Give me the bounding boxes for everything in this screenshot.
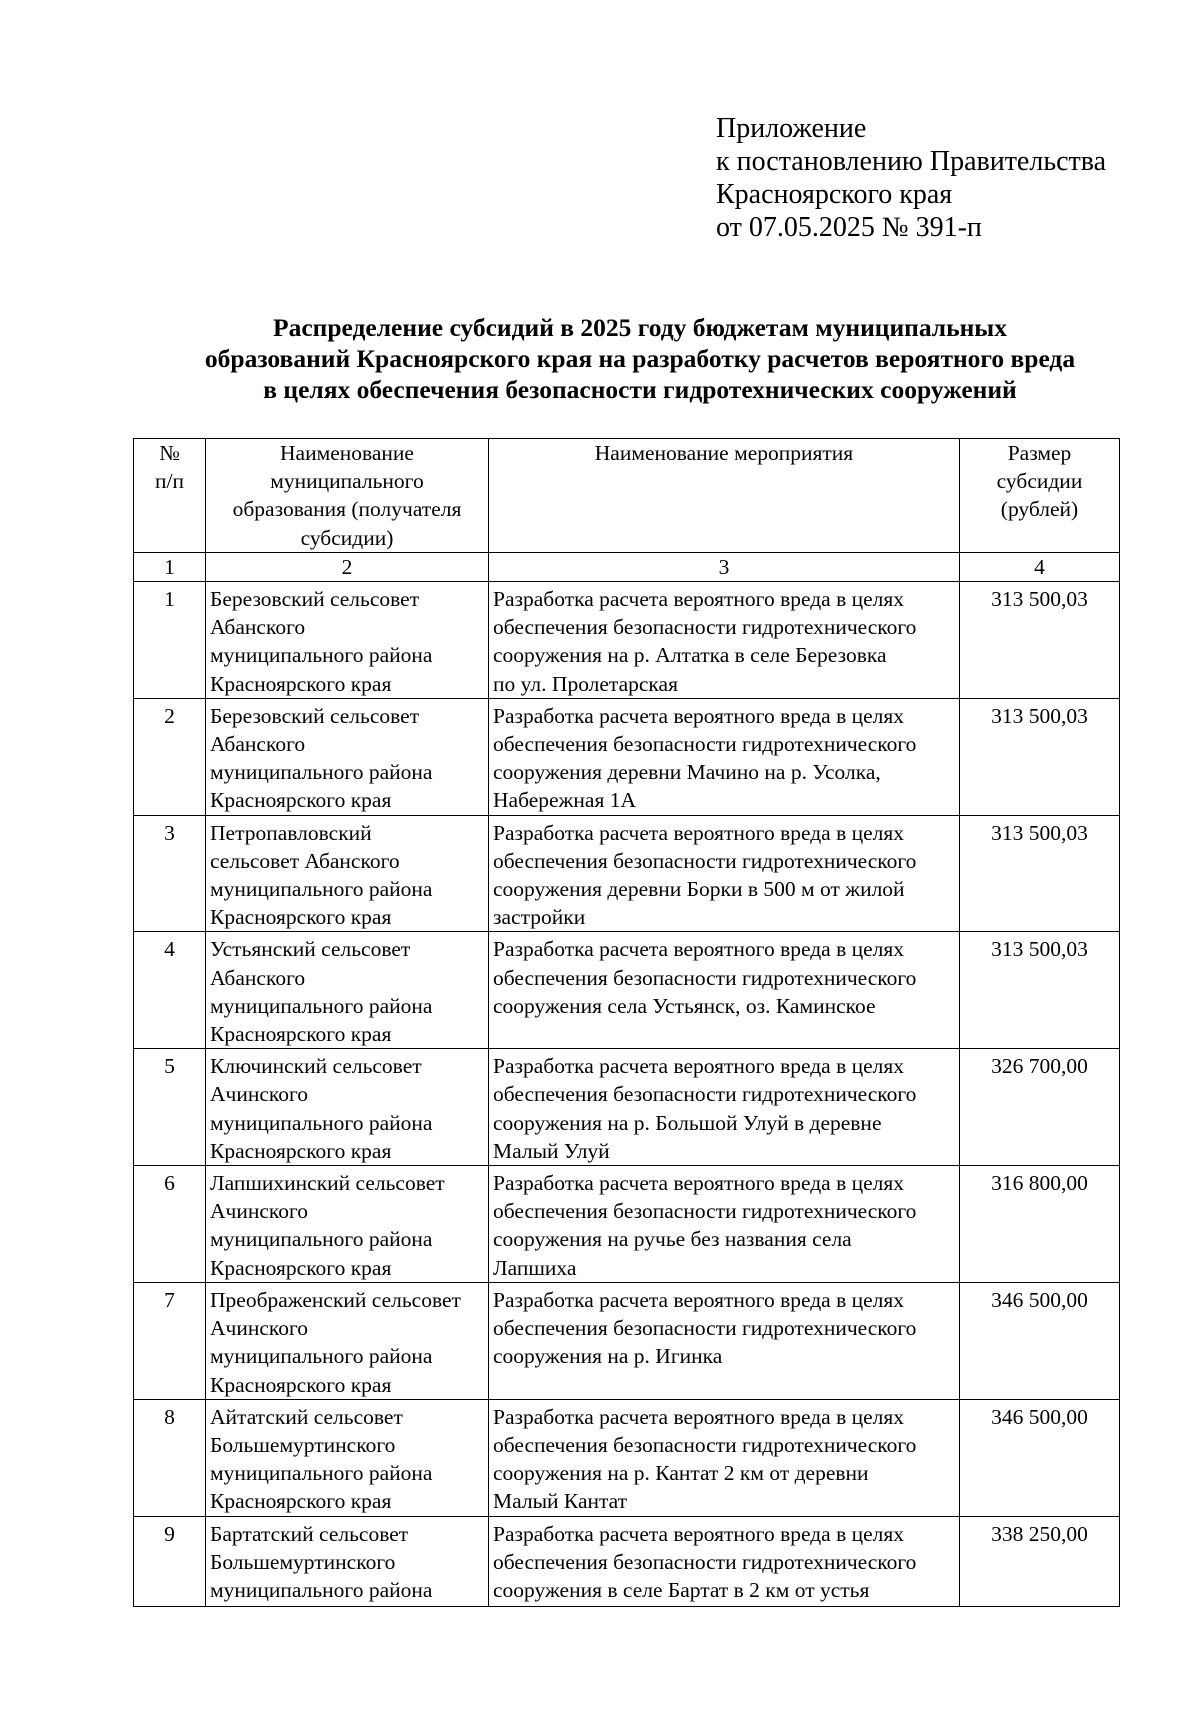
title-line-3: в целях обеспечения безопасности гидротехнических сооружений — [263, 375, 1017, 404]
organization-line: Ачинского — [210, 1316, 309, 1341]
row-amount: 346 500,00 — [960, 1399, 1120, 1516]
row-event — [489, 1049, 960, 1166]
column-number: 2 — [206, 552, 489, 581]
organization-line: Большемуртинского — [210, 1549, 396, 1574]
row-number: 7 — [134, 1282, 206, 1399]
organization-line: Березовский сельсовет — [210, 587, 420, 612]
event-line: Лапшиха — [493, 1255, 577, 1280]
organization-line: Ключинский сельсовет — [210, 1054, 422, 1079]
organization-line: муниципального района — [210, 1344, 433, 1369]
organization-line: Абанского — [210, 615, 306, 640]
table-row — [134, 698, 1120, 815]
header-amount — [960, 439, 1120, 553]
column-number-row — [134, 552, 1120, 581]
table-row — [134, 1282, 1120, 1399]
row-amount: 313 500,03 — [960, 582, 1120, 699]
appendix-line-1: Приложение — [716, 113, 867, 144]
organization-line: Ачинского — [210, 1082, 309, 1107]
row-organization — [206, 1166, 489, 1283]
event-line: обеспечения безопасности гидротехнического — [493, 732, 917, 757]
event-line: Набережная 1А — [493, 788, 637, 813]
organization-line: Красноярского края — [210, 1022, 392, 1047]
header-organization-line: Наименование — [280, 441, 414, 465]
event-line: Разработка расчета вероятного вреда в целях — [493, 1054, 905, 1079]
header-number-line: № — [159, 441, 180, 465]
row-event — [489, 582, 960, 699]
organization-line: Березовский сельсовет — [210, 703, 420, 728]
header-event-line: Наименование мероприятия — [594, 441, 854, 465]
event-line: сооружения на р. Игинка — [493, 1344, 723, 1369]
organization-line: муниципального района — [210, 1110, 433, 1135]
event-line: Разработка расчета вероятного вреда в целях — [493, 587, 905, 612]
organization-line: сельсовет Абанского — [210, 848, 400, 873]
row-event — [489, 1399, 960, 1516]
organization-line: Красноярского края — [210, 671, 392, 696]
row-event — [489, 698, 960, 815]
event-line: Разработка расчета вероятного вреда в целях — [493, 820, 905, 845]
row-organization — [206, 1516, 489, 1606]
event-line: обеспечения безопасности гидротехнического — [493, 1316, 917, 1341]
row-organization — [206, 1282, 489, 1399]
organization-line: Лапшихинский сельсовет — [210, 1171, 445, 1196]
event-line: сооружения на р. Большой Улуй в деревне — [493, 1110, 882, 1135]
row-event — [489, 1282, 960, 1399]
row-event — [489, 932, 960, 1049]
event-line: обеспечения безопасности гидротехнического — [493, 848, 917, 873]
table-row — [134, 1049, 1120, 1166]
header-amount-line: Размер — [1007, 441, 1072, 465]
event-line: Разработка расчета вероятного вреда в целях — [493, 1404, 905, 1429]
subsidy-table — [133, 438, 1120, 1607]
title-line-1: Распределение субсидий в 2025 году бюджетам муниципальных — [273, 313, 1007, 342]
appendix-line-3: Красноярского края — [716, 179, 953, 210]
row-number: 5 — [134, 1049, 206, 1166]
organization-line: Красноярского края — [210, 788, 392, 813]
title-line-2: образований Красноярского края на разработку расчетов вероятного вреда — [204, 344, 1076, 373]
table-row — [134, 582, 1120, 699]
row-number: 1 — [134, 582, 206, 699]
header-amount-line: (рублей) — [1000, 497, 1079, 522]
row-amount: 313 500,03 — [960, 932, 1120, 1049]
organization-line: муниципального района — [210, 1227, 433, 1252]
row-number: 8 — [134, 1399, 206, 1516]
organization-line: муниципального района — [210, 760, 433, 785]
event-line: обеспечения безопасности гидротехнического — [493, 615, 917, 640]
event-line: Разработка расчета вероятного вреда в целях — [493, 1171, 905, 1196]
row-amount: 326 700,00 — [960, 1049, 1120, 1166]
row-amount: 316 800,00 — [960, 1166, 1120, 1283]
event-line: сооружения на ручье без названия села — [493, 1227, 852, 1252]
header-number-line: п/п — [155, 469, 184, 494]
row-organization — [206, 1049, 489, 1166]
event-line: Разработка расчета вероятного вреда в целях — [493, 1521, 905, 1546]
header-organization-line: муниципального — [270, 469, 424, 494]
event-line: обеспечения безопасности гидротехнического — [493, 1549, 917, 1574]
row-event — [489, 1166, 960, 1283]
row-amount: 313 500,03 — [960, 815, 1120, 932]
table-row — [134, 1516, 1120, 1606]
organization-line: Абанского — [210, 965, 306, 990]
event-line — [493, 1371, 955, 1399]
organization-line: Бартатский сельсовет — [210, 1521, 409, 1546]
organization-line: Устьянский сельсовет — [210, 937, 411, 962]
row-amount: 338 250,00 — [960, 1516, 1120, 1606]
event-line: обеспечения безопасности гидротехнического — [493, 1199, 917, 1224]
event-line: Разработка расчета вероятного вреда в целях — [493, 1287, 905, 1312]
organization-line: муниципального района — [210, 1577, 433, 1602]
row-number: 2 — [134, 698, 206, 815]
table-row — [134, 1166, 1120, 1283]
organization-line: Большемуртинского — [210, 1432, 396, 1457]
event-line: сооружения на р. Алтатка в селе Березовка — [493, 643, 887, 668]
organization-line: Айтатский сельсовет — [210, 1404, 403, 1429]
organization-line: Красноярского края — [210, 1489, 392, 1514]
row-amount: 346 500,00 — [960, 1282, 1120, 1399]
column-number: 1 — [134, 552, 206, 581]
organization-line: Абанского — [210, 732, 306, 757]
row-organization — [206, 815, 489, 932]
column-number: 3 — [489, 552, 960, 581]
document-title — [120, 312, 1160, 405]
appendix-block — [716, 112, 1106, 244]
header-organization — [206, 439, 489, 553]
column-number: 4 — [960, 552, 1120, 581]
organization-line: Преображенский сельсовет — [210, 1287, 461, 1312]
event-line: Малый Кантат — [493, 1489, 628, 1514]
event-line: сооружения деревни Мачино на р. Усолка, — [493, 760, 881, 785]
event-line: обеспечения безопасности гидротехнического — [493, 965, 917, 990]
table-header-row — [134, 439, 1120, 553]
event-line: обеспечения безопасности гидротехнического — [493, 1432, 917, 1457]
event-line: сооружения на р. Кантат 2 км от деревни — [493, 1461, 869, 1486]
appendix-line-4: от 07.05.2025 № 391-п — [716, 212, 982, 243]
table-row — [134, 815, 1120, 932]
event-line: Разработка расчета вероятного вреда в целях — [493, 703, 905, 728]
row-event — [489, 1516, 960, 1606]
event-line: застройки — [493, 905, 586, 930]
row-event — [489, 815, 960, 932]
organization-line: Петропавловский — [210, 820, 372, 845]
event-line: сооружения села Устьянск, оз. Каминское — [493, 993, 876, 1018]
event-line — [493, 1020, 955, 1048]
organization-line: Красноярского края — [210, 905, 392, 930]
organization-line: Красноярского края — [210, 1372, 392, 1397]
organization-line: Красноярского края — [210, 1138, 392, 1163]
organization-line: муниципального района — [210, 877, 433, 902]
event-line: сооружения в селе Бартат в 2 км от устья — [493, 1577, 870, 1602]
organization-line: муниципального района — [210, 1461, 433, 1486]
header-organization-line: образования (получателя — [232, 497, 462, 522]
table-row — [134, 1399, 1120, 1516]
event-line: Малый Улуй — [493, 1138, 610, 1163]
header-event — [489, 439, 960, 553]
row-number: 9 — [134, 1516, 206, 1606]
header-number — [134, 439, 206, 553]
row-organization — [206, 698, 489, 815]
row-organization — [206, 582, 489, 699]
row-amount: 313 500,03 — [960, 698, 1120, 815]
organization-line: муниципального района — [210, 643, 433, 668]
event-line: Разработка расчета вероятного вреда в целях — [493, 937, 905, 962]
row-number: 6 — [134, 1166, 206, 1283]
row-organization — [206, 932, 489, 1049]
organization-line: Ачинского — [210, 1199, 309, 1224]
organization-line: Красноярского края — [210, 1255, 392, 1280]
table-row — [134, 932, 1120, 1049]
header-amount-line: субсидии — [996, 469, 1083, 494]
row-organization — [206, 1399, 489, 1516]
row-number: 3 — [134, 815, 206, 932]
event-line: по ул. Пролетарская — [493, 671, 678, 696]
event-line: обеспечения безопасности гидротехнического — [493, 1082, 917, 1107]
appendix-line-2: к постановлению Правительства — [716, 146, 1107, 177]
event-line: сооружения деревни Борки в 500 м от жилой — [493, 877, 905, 902]
header-organization-line: субсидии) — [300, 525, 394, 550]
organization-line: муниципального района — [210, 993, 433, 1018]
row-number: 4 — [134, 932, 206, 1049]
